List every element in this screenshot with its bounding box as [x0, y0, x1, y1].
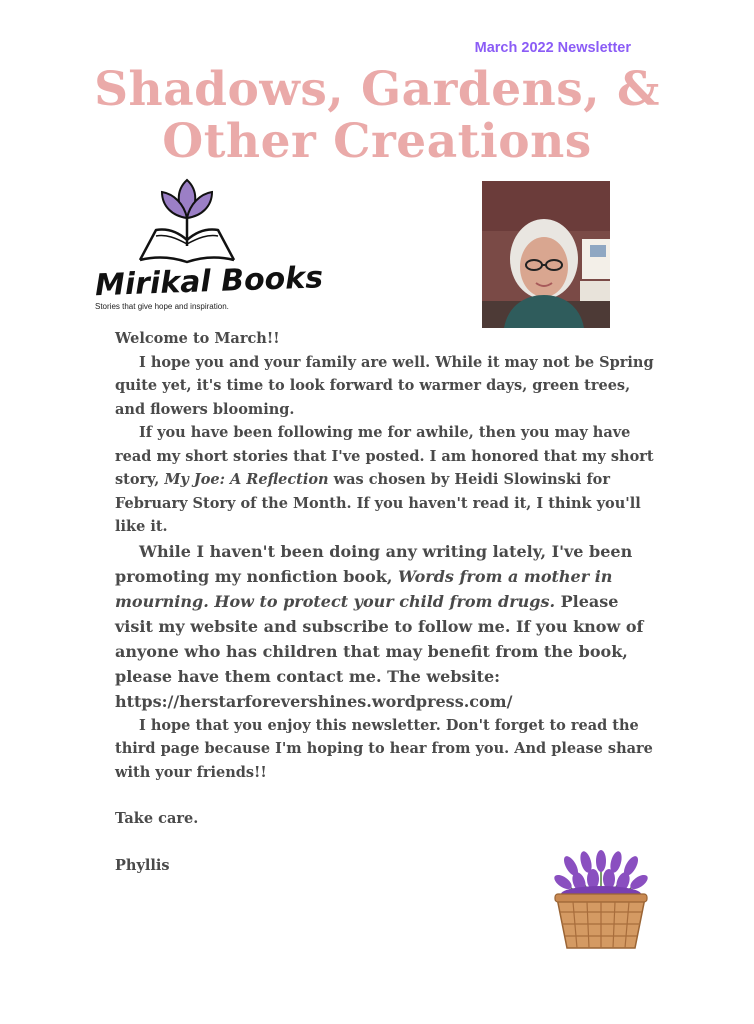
greeting: Welcome to March!! [115, 330, 280, 347]
newsletter-issue-label: March 2022 Newsletter [474, 40, 631, 56]
title-line-2: Other Creations [162, 114, 592, 169]
brand-script-text: Mirikal Books [94, 260, 324, 304]
lotus-book-icon [92, 178, 324, 304]
story-title: My Joe: A Reflection [164, 471, 329, 488]
title-line-1: Shadows, Gardens, & [94, 62, 660, 117]
paragraph-closing-note: I hope that you enjoy this newsletter. Don't forget to read the third page because I'm hoping to hear from you. And please share with your friends!! [115, 716, 653, 781]
book-title: Words from a mother in mourning. How to protect your child from drugs. [115, 566, 613, 611]
lavender-basket-image [551, 852, 651, 952]
p2-text-b: was chosen by Heidi Slowinski for February Story of the Month. If you haven't read it, I think you'll like it. [115, 471, 641, 535]
p3-text-b: Please visit my website and subscribe to follow me. If you know of anyone who has children that may benefit from the book, please have them contact me. The website: [115, 591, 644, 686]
paragraph-intro: I hope you and your family are well. While it may not be Spring quite yet, it's time to look forward to warmer days, green trees, and flowers blooming. [115, 353, 654, 418]
paragraph-short-stories [115, 421, 655, 539]
website-link[interactable]: https://herstarforevershines.wordpress.com/ [115, 691, 513, 711]
p3-text-a: While I haven't been doing any writing lately, I've been promoting my nonfiction book, [115, 541, 633, 586]
newsletter-body [115, 327, 655, 877]
mirikal-books-logo [92, 178, 324, 316]
author-photo [482, 181, 610, 328]
logo-tagline: Stories that give hope and inspiration. [95, 302, 229, 311]
newsletter-title [0, 64, 754, 168]
p2-text-a: If you have been following me for awhile, then you may have read my short stories that I've posted. I am honored that my short story, [115, 424, 654, 488]
paragraph-book-promo [115, 539, 655, 714]
closing: Take care. [115, 810, 199, 827]
signature: Phyllis [115, 856, 170, 874]
